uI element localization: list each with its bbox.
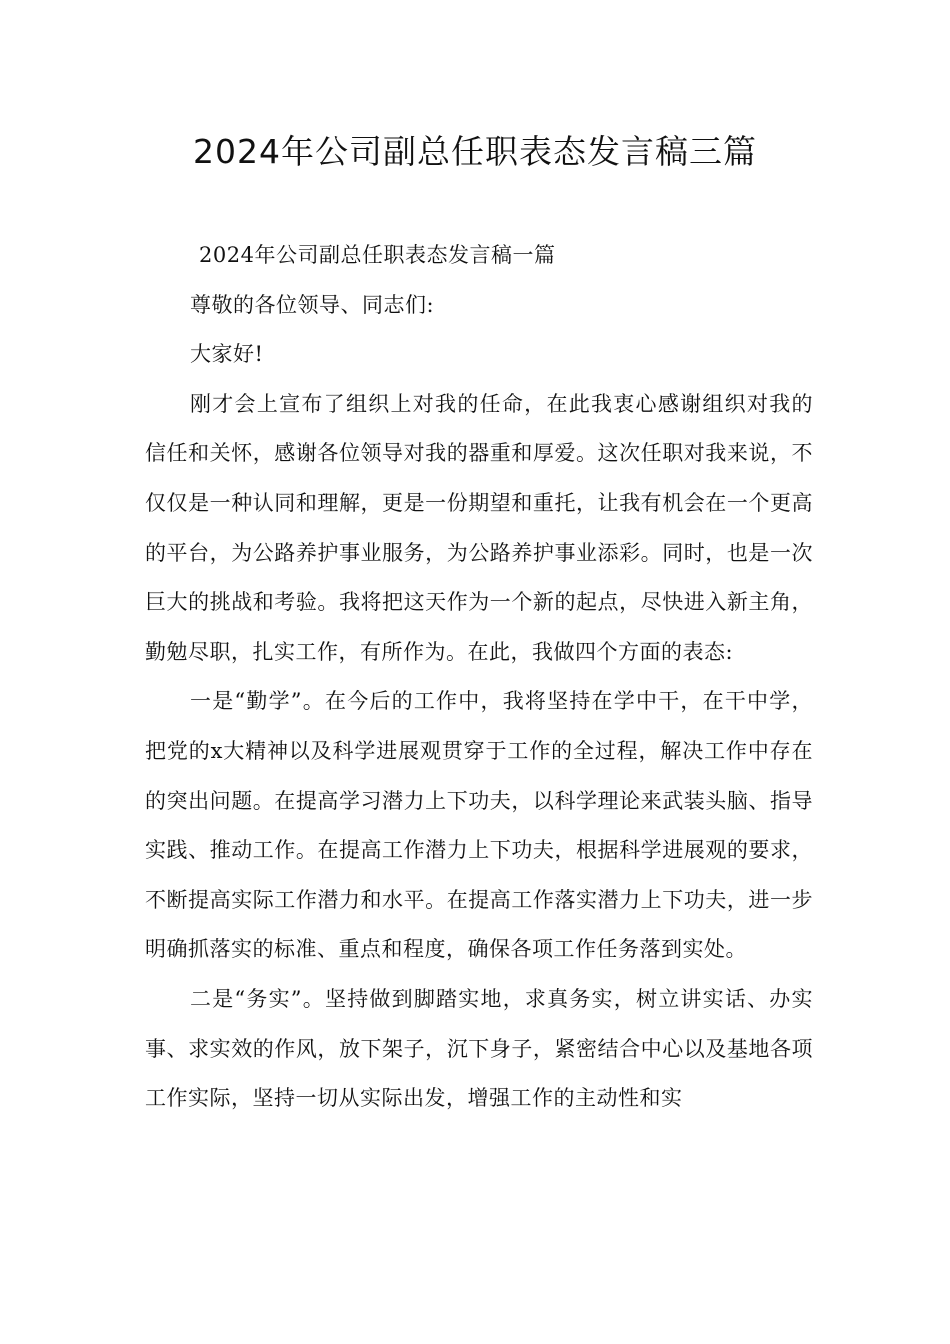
document-subtitle: 2024年公司副总任职表态发言稿一篇 xyxy=(199,243,556,267)
document-title: 2024年公司副总任职表态发言稿三篇 xyxy=(193,132,757,171)
paragraph-1: 刚才会上宣布了组织上对我的任命，在此我衷心感谢组织对我的信任和关怀，感谢各位领导对我的器重和厚爱。这次任职对我来说，不仅仅是一种认同和理解，更是一份期望和重托，让我有机会在一个更高的平台，为公路养护事业服务，为公路养护事业添彩。同时，也是一次巨大的挑战和考验。我将把这天作为一个新的起点，尽快进入新主角，勤勉尽职，扎实工作，有所作为。在此，我做四个方面的表态: xyxy=(145,391,813,664)
paragraph-3: 二是“务实”。坚持做到脚踏实地，求真务实，树立讲实话、办实事、求实效的作风，放下架子，沉下身子，紧密结合中心以及基地各项工作实际，坚持一切从实际出发，增强工作的主动性和实 xyxy=(145,986,813,1111)
document-body xyxy=(145,231,813,1124)
greeting: 大家好! xyxy=(190,342,264,367)
paragraph-2: 一是“勤学”。在今后的工作中，我将坚持在学中干，在干中学，把党的x大精神以及科学进展观贯穿于工作的全过程，解决工作中存在的突出问题。在提高学习潜力上下功夫，以科学理论来武装头脑、指导实践、推动工作。在提高工作潜力上下功夫，根据科学进展观的要求，不断提高实际工作潜力和水平。在提高工作落实潜力上下功夫，进一步明确抓落实的标准、重点和程度，确保各项工作任务落到实处。 xyxy=(145,689,813,962)
salutation: 尊敬的各位领导、同志们: xyxy=(190,292,435,317)
